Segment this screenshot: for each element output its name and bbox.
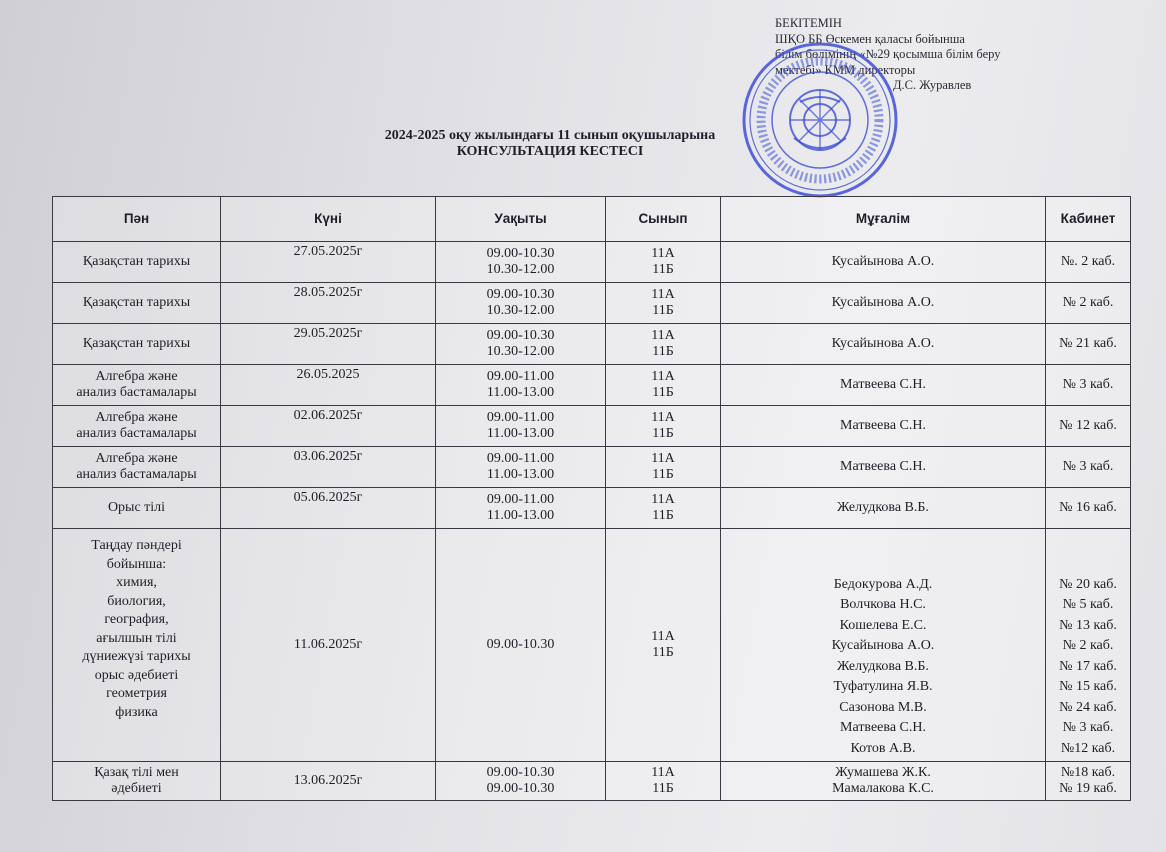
date-cell: 29.05.2025г [221,324,436,365]
table-row [53,488,1131,529]
class-cell: 11А 11Б [606,762,721,801]
time-cell: 09.00-11.00 11.00-13.00 [436,406,606,447]
title-line-2: КОНСУЛЬТАЦИЯ КЕСТЕСІ [456,144,644,159]
date-cell: 26.05.2025 [221,365,436,406]
official-seal-stamp [740,40,900,200]
class-cell: 11А 11Б [606,365,721,406]
date-cell: 02.06.2025г [221,406,436,447]
col-header-class: Сынып [606,197,721,242]
approval-line: мектебі» КММ директоры [775,62,916,77]
col-header-date: Күні [221,197,436,242]
room-cell: № 3 каб. [1046,365,1131,406]
approval-line: білім бөлімінің «№29 қосымша білім беру [775,47,1001,61]
subject-cell: Қазақстан тарихы [53,283,221,324]
room-cell: №18 каб. № 19 каб. [1046,762,1131,801]
date-cell: 13.06.2025г [221,762,436,801]
time-cell: 09.00-11.00 11.00-13.00 [436,365,606,406]
approval-line: ШҚО ББ Өскемен қаласы бойынша [775,31,965,46]
time-cell: 09.00-10.30 10.30-12.00 [436,283,606,324]
subject-cell: Орыс тілі [53,488,221,529]
document-title [300,128,800,160]
class-cell: 11А 11Б [606,447,721,488]
class-cell: 11А 11Б [606,488,721,529]
teacher-cell: Кусайынова А.О. [721,324,1046,365]
date-cell: 03.06.2025г [221,447,436,488]
table-row [53,762,1131,801]
col-header-time: Уақыты [436,197,606,242]
title-line-1: 2024-2025 оқу жылындағы 11 сынып оқушыларына [384,128,716,143]
teacher-cell: Кусайынова А.О. [721,242,1046,283]
teacher-cell: Матвеева С.Н. [721,365,1046,406]
col-header-room: Кабинет [1046,197,1131,242]
teacher-cell: Матвеева С.Н. [721,406,1046,447]
table-row [53,324,1131,365]
class-cell: 11А 11Б [606,406,721,447]
subject-cell: Қазақстан тарихы [53,324,221,365]
col-header-teacher: Мұғалім [721,197,1046,242]
subject-cell: Таңдау пәндері бойынша: химия, биология, география, ағылшын тілі дүниежүзі тарихы орыс әдебиеті геометрия физика [53,529,221,762]
director-name: Д.С. Журавлев [893,78,972,92]
teacher-cell: Кусайынова А.О. [721,283,1046,324]
approval-heading: БЕКІТЕМІН [775,16,842,30]
date-cell: 27.05.2025г [221,242,436,283]
room-cell: № 16 каб. [1046,488,1131,529]
room-cell: № 20 каб. № 5 каб. № 13 каб. № 2 каб. № 17 каб. № 15 каб. № 24 каб. № 3 каб. №12 каб. [1046,529,1131,762]
time-cell: 09.00-10.30 10.30-12.00 [436,242,606,283]
subject-cell: Алгебра және анализ бастамалары [53,447,221,488]
class-cell: 11А 11Б [606,529,721,762]
table-row [53,242,1131,283]
teacher-cell: Бедокурова А.Д. Волчкова Н.С. Кошелева Е.С. Кусайынова А.О. Желудкова В.Б. Туфатулина Я.В. Сазонова М.В. Матвеева С.Н. Котов А.В. [721,529,1046,762]
room-cell: № 21 каб. [1046,324,1131,365]
room-cell: № 12 каб. [1046,406,1131,447]
table-header-row [53,197,1131,242]
time-cell: 09.00-10.30 10.30-12.00 [436,324,606,365]
teacher-cell: Желудкова В.Б. [721,488,1046,529]
time-cell: 09.00-11.00 11.00-13.00 [436,488,606,529]
time-cell: 09.00-11.00 11.00-13.00 [436,447,606,488]
table-row-electives [53,529,1131,762]
table-row [53,406,1131,447]
room-cell: № 2 каб. [1046,283,1131,324]
table-row [53,447,1131,488]
table-row [53,365,1131,406]
subject-cell: Алгебра және анализ бастамалары [53,406,221,447]
schedule-table [52,196,1131,801]
subject-cell: Қазақстан тарихы [53,242,221,283]
subject-cell: Қазақ тілі мен әдебиеті [53,762,221,801]
class-cell: 11А 11Б [606,242,721,283]
subject-cell: Алгебра және анализ бастамалары [53,365,221,406]
class-cell: 11А 11Б [606,283,721,324]
date-cell: 28.05.2025г [221,283,436,324]
col-header-subject: Пән [53,197,221,242]
date-cell: 05.06.2025г [221,488,436,529]
room-cell: №. 2 каб. [1046,242,1131,283]
class-cell: 11А 11Б [606,324,721,365]
table-row [53,283,1131,324]
teacher-cell: Жумашева Ж.К. Мамалакова К.С. [721,762,1046,801]
time-cell: 09.00-10.30 09.00-10.30 [436,762,606,801]
room-cell: № 3 каб. [1046,447,1131,488]
time-cell: 09.00-10.30 [436,529,606,762]
date-cell: 11.06.2025г [221,529,436,762]
teacher-cell: Матвеева С.Н. [721,447,1046,488]
